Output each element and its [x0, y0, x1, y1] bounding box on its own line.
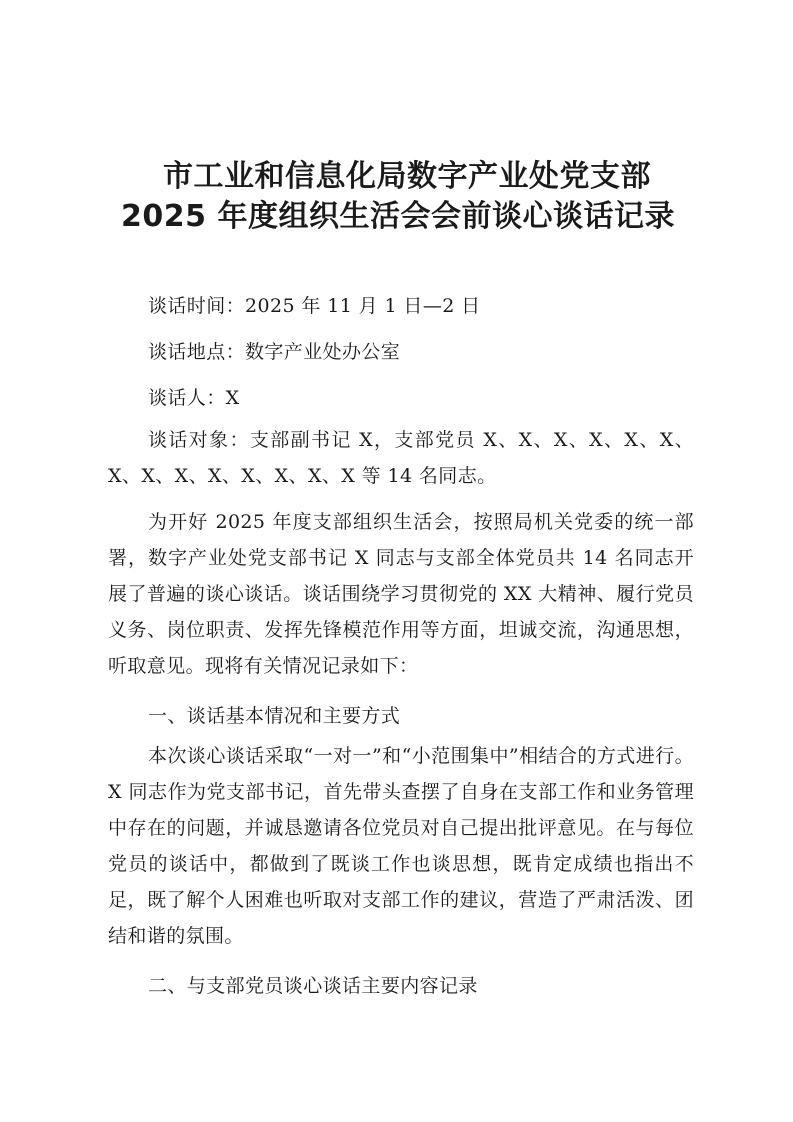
section1-heading: 一、谈话基本情况和主要方式	[148, 705, 401, 727]
meta-speaker: 谈话人：X	[148, 387, 240, 409]
section1-paragraph: 本次谈心谈话采取“一对一”和“小范围集中”相结合的方式进行。X 同志作为党支部书记，首先带头查摆了自身在支部工作和业务管理中存在的问题，并诚恳邀请各位党员对自己提出批评意见。在与每位党员的谈话中，都做到了既谈工作也谈思想，既肯定成绩也指出不足，既了解个人困难也听取对支部工作的建议，营造了严肃活泼、团结和谐的氛围。	[108, 745, 694, 947]
document-title-line2: 2025 年度组织生活会会前谈心谈话记录	[121, 199, 675, 234]
meta-time: 谈话时间：2025 年 11 月 1 日—2 日	[148, 295, 481, 317]
meta-targets: 谈话对象：支部副书记 X，支部党员 X、X、X、X、X、X、X、X、X、X、X、X、X、X 等 14 名同志。	[108, 429, 694, 487]
meta-place: 谈话地点：数字产业处办公室	[148, 341, 401, 363]
document-title-line1: 市工业和信息化局数字产业处党支部	[163, 159, 651, 194]
section2-heading: 二、与支部党员谈心谈话主要内容记录	[148, 975, 478, 997]
intro-paragraph: 为开好 2025 年度支部组织生活会，按照局机关党委的统一部署，数字产业处党支部书记 X 同志与支部全体党员共 14 名同志开展了普遍的谈心谈话。谈话围绕学习贯彻党的 XX 大精神、履行党员义务、岗位职责、发挥先锋模范作用等方面，坦诚交流，沟通思想，听取意见。现将有关情况记录如下：	[108, 511, 694, 677]
